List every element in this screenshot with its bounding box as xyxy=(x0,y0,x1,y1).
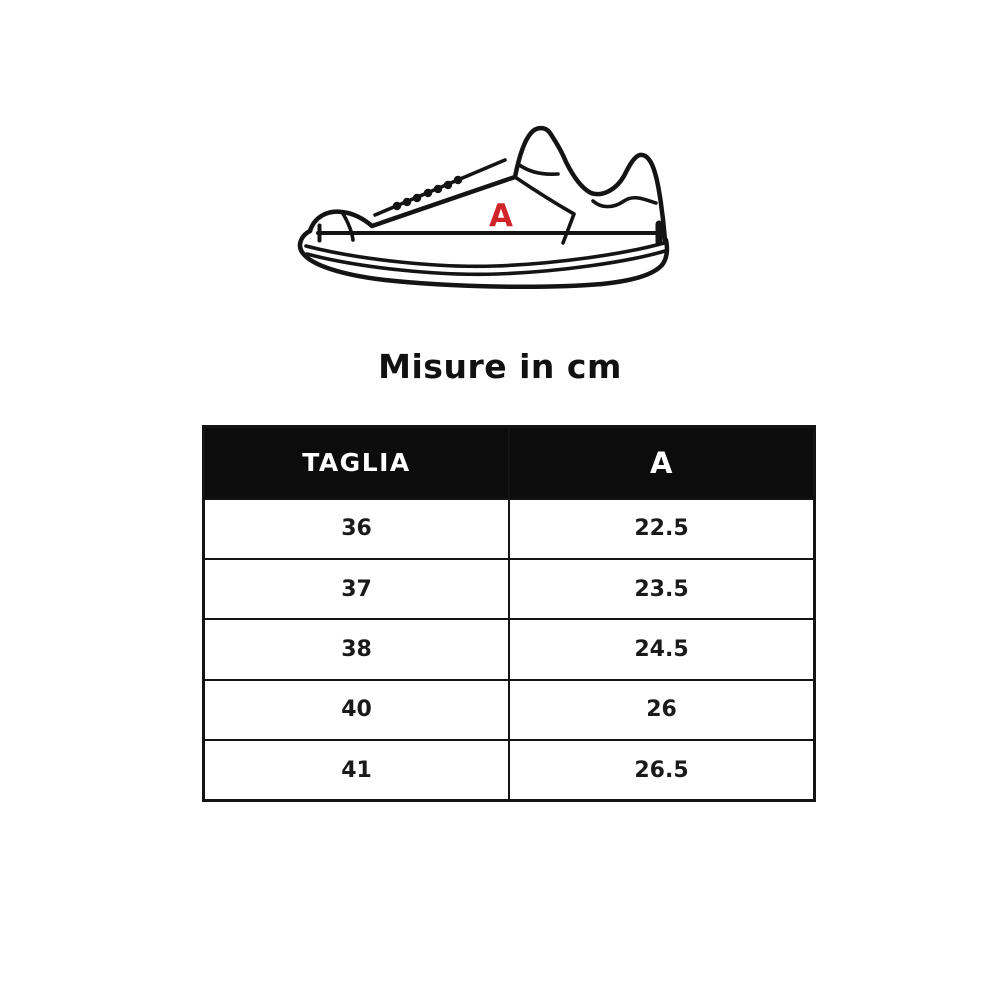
measure-cell: 24.5 xyxy=(509,619,815,679)
upper-outline xyxy=(310,128,665,240)
table-header-row xyxy=(204,427,815,499)
size-cell: 38 xyxy=(204,619,510,679)
table-row xyxy=(204,559,815,619)
measurement-label: A xyxy=(489,198,513,234)
size-cell: 40 xyxy=(204,680,510,740)
sole-outline xyxy=(300,231,667,287)
measure-cell: 26.5 xyxy=(509,740,815,800)
heel-patch-seam xyxy=(593,198,656,207)
size-cell: 36 xyxy=(204,499,510,559)
measure-cell: 23.5 xyxy=(509,559,815,619)
tongue-inner-seam xyxy=(518,164,558,174)
table-row xyxy=(204,499,815,559)
sneaker-diagram xyxy=(290,100,700,310)
size-table xyxy=(202,425,816,802)
table-row xyxy=(204,619,815,679)
measure-cell: 22.5 xyxy=(509,499,815,559)
header-cell-a: A xyxy=(509,427,815,499)
table-row xyxy=(204,740,815,800)
size-cell: 37 xyxy=(204,559,510,619)
header-cell-taglia: TAGLIA xyxy=(204,427,510,499)
size-cell: 41 xyxy=(204,740,510,800)
measure-cell: 26 xyxy=(509,680,815,740)
page-title: Misure in cm xyxy=(378,347,622,386)
table-row xyxy=(204,680,815,740)
